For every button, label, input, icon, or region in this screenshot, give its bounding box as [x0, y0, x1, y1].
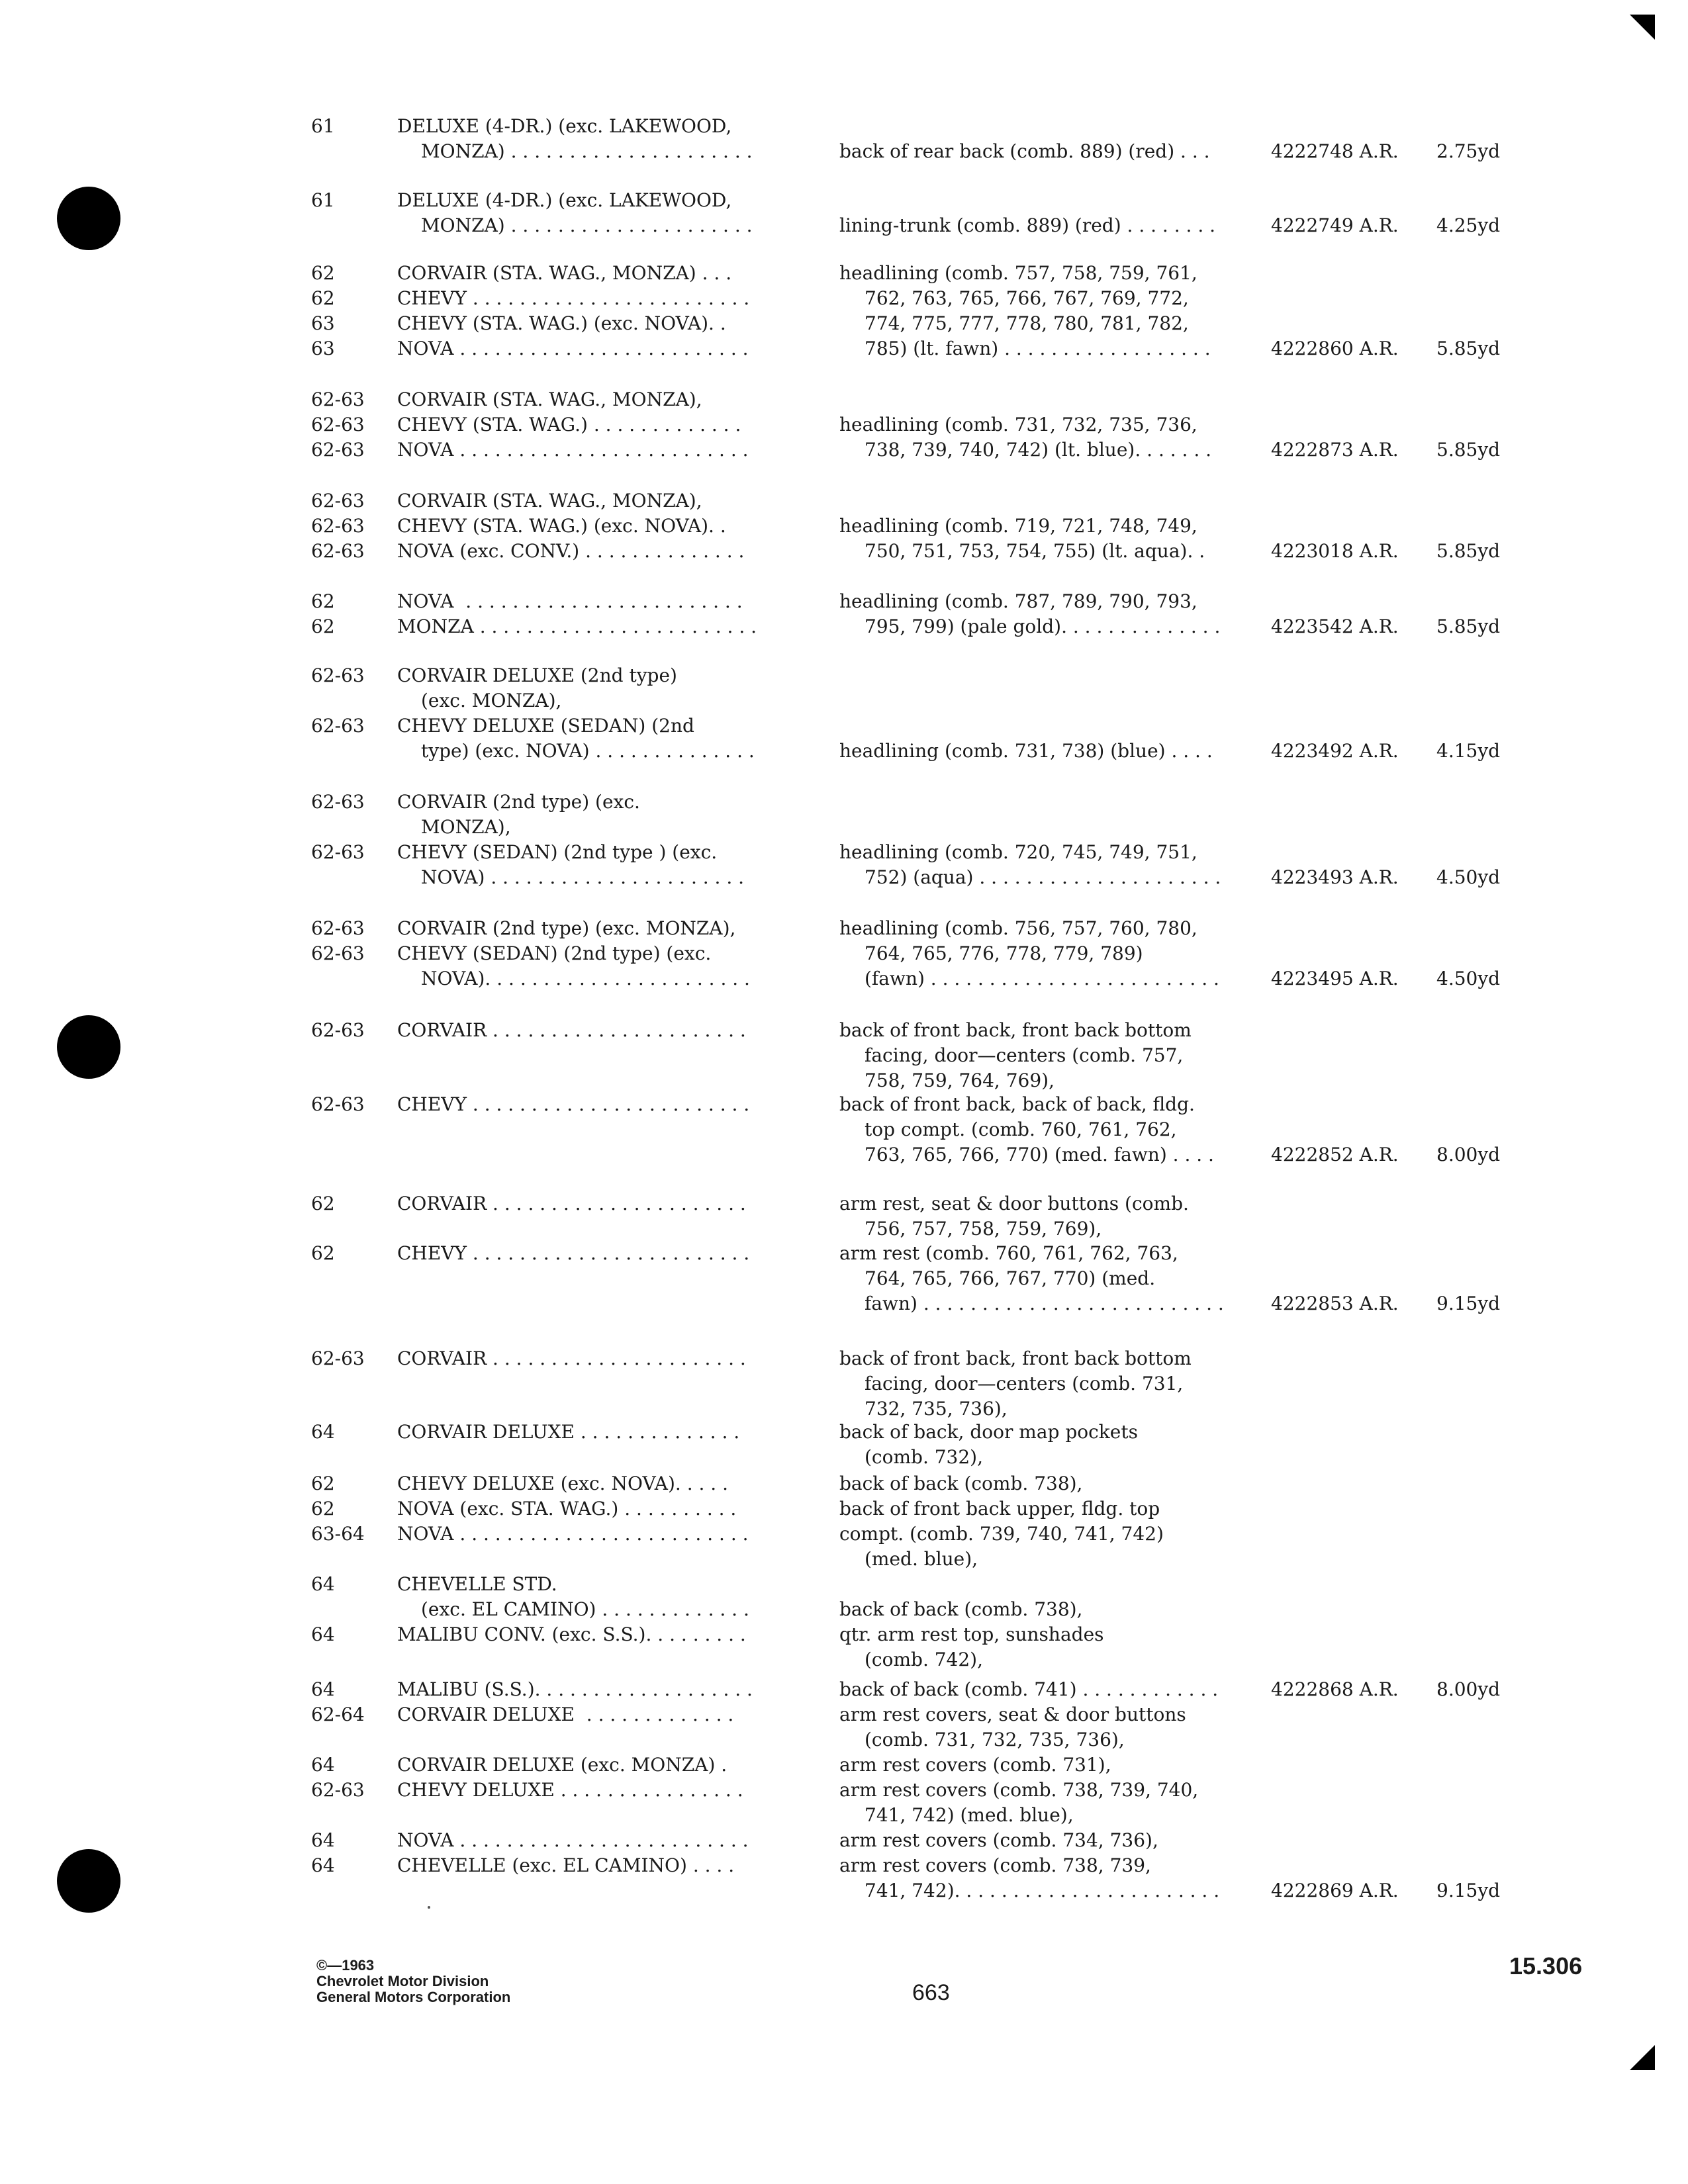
part-description: back of front back, front back bottom: [839, 1347, 1192, 1369]
model-year: 64: [311, 1678, 335, 1700]
entry-line: [0, 1445, 1688, 1470]
part-description: arm rest covers, seat & door buttons: [839, 1704, 1186, 1725]
part-number: 4223542 A.R.: [1271, 615, 1399, 637]
part-description: qtr. arm rest top, sunshades: [839, 1623, 1104, 1645]
model-name: DELUXE (4-DR.) (exc. LAKEWOOD,: [397, 115, 732, 137]
model-name: CHEVY DELUXE . . . . . . . . . . . . . . . .: [397, 1779, 743, 1801]
part-description: headlining (comb. 719, 721, 748, 749,: [839, 515, 1197, 537]
model-year: 62-63: [311, 841, 365, 863]
model-name: MONZA) . . . . . . . . . . . . . . . . . . . . .: [421, 140, 753, 162]
model-year: 62-63: [311, 490, 365, 512]
part-description: 795, 799) (pale gold). . . . . . . . . . . . . .: [865, 615, 1221, 637]
part-description: arm rest covers (comb. 738, 739, 740,: [839, 1779, 1199, 1801]
corner-mark-top: [1630, 15, 1655, 40]
quantity: 5.85yd: [1436, 338, 1501, 359]
model-name: CHEVY DELUXE (SEDAN) (2nd: [397, 715, 694, 737]
entry-line: [0, 139, 1688, 164]
model-name: CHEVY (SEDAN) (2nd type) (exc.: [397, 942, 712, 964]
part-description: (fawn) . . . . . . . . . . . . . . . . . . . . . . . . .: [865, 968, 1219, 989]
quantity: 5.85yd: [1436, 615, 1501, 637]
part-description: arm rest (comb. 760, 761, 762, 763,: [839, 1242, 1178, 1264]
model-name: CHEVY (STA. WAG.) . . . . . . . . . . . . .: [397, 414, 741, 435]
part-description: (med. blue),: [865, 1548, 978, 1570]
model-name: NOVA (exc. CONV.) . . . . . . . . . . . . . .: [397, 540, 745, 562]
model-year: 63: [311, 312, 335, 334]
entry-line: [0, 840, 1688, 865]
part-number: 4222873 A.R.: [1271, 439, 1399, 461]
part-description: 764, 765, 766, 767, 770) (med.: [865, 1267, 1156, 1289]
scan-speck: [428, 1906, 430, 1909]
model-year: 61: [311, 115, 335, 137]
part-description: (comb. 732),: [865, 1446, 984, 1468]
entry-line: [0, 1622, 1688, 1647]
part-number: 4222868 A.R.: [1271, 1678, 1399, 1700]
entry-line: [0, 1727, 1688, 1752]
model-year: 62: [311, 1473, 335, 1494]
model-name: CHEVY DELUXE (exc. NOVA). . . . .: [397, 1473, 729, 1494]
part-description: back of back (comb. 741) . . . . . . . . . . . .: [839, 1678, 1219, 1700]
model-name: CORVAIR (STA. WAG., MONZA) . . .: [397, 262, 732, 284]
model-name: CHEVY (STA. WAG.) (exc. NOVA). .: [397, 515, 726, 537]
entry-line: [0, 1346, 1688, 1371]
part-description: top compt. (comb. 760, 761, 762,: [865, 1118, 1177, 1140]
entry-line: [0, 539, 1688, 564]
entry-line: [0, 286, 1688, 311]
entry-line: [0, 1371, 1688, 1396]
quantity: 2.75yd: [1436, 140, 1501, 162]
entry-line: [0, 1522, 1688, 1547]
entry-line: [0, 311, 1688, 336]
model-name: MONZA),: [421, 816, 511, 838]
part-description: 774, 775, 777, 778, 780, 781, 782,: [865, 312, 1189, 334]
entry-line: [0, 1778, 1688, 1803]
model-year: 62: [311, 262, 335, 284]
copyright-line: General Motors Corporation: [316, 1989, 511, 2005]
model-year: 62-63: [311, 942, 365, 964]
entry-line: [0, 412, 1688, 437]
entry-line: [0, 1597, 1688, 1622]
entry-line: [0, 336, 1688, 361]
part-description: lining-trunk (comb. 889) (red) . . . . . . . .: [839, 214, 1216, 236]
model-year: 64: [311, 1421, 335, 1443]
model-name: CORVAIR DELUXE . . . . . . . . . . . . .: [397, 1704, 734, 1725]
part-description: 764, 765, 776, 778, 779, 789): [865, 942, 1143, 964]
part-description: headlining (comb. 756, 757, 760, 780,: [839, 917, 1197, 939]
model-year: 63: [311, 338, 335, 359]
model-name: CHEVY . . . . . . . . . . . . . . . . . . . . . . . .: [397, 287, 750, 309]
entry-line: [0, 713, 1688, 739]
entry-line: [0, 514, 1688, 539]
model-year: 64: [311, 1573, 335, 1595]
entry-line: [0, 815, 1688, 840]
quantity: 9.15yd: [1436, 1880, 1501, 1901]
entry-line: [0, 1647, 1688, 1672]
entry-line: [0, 1496, 1688, 1522]
part-description: back of front back, front back bottom: [839, 1019, 1192, 1041]
model-name: CHEVY (STA. WAG.) (exc. NOVA). .: [397, 312, 726, 334]
model-name: NOVA (exc. STA. WAG.) . . . . . . . . . .: [397, 1498, 737, 1520]
part-description: 750, 751, 753, 754, 755) (lt. aqua). .: [865, 540, 1205, 562]
model-year: 62-63: [311, 917, 365, 939]
part-description: back of rear back (comb. 889) (red) . . .: [839, 140, 1210, 162]
model-year: 64: [311, 1623, 335, 1645]
model-name: MONZA) . . . . . . . . . . . . . . . . . . . . .: [421, 214, 753, 236]
entry-line: [0, 966, 1688, 991]
part-description: 785) (lt. fawn) . . . . . . . . . . . . . . . . . .: [865, 338, 1211, 359]
entry-line: [0, 1216, 1688, 1242]
model-year: 62-63: [311, 515, 365, 537]
part-description: 756, 757, 758, 759, 769),: [865, 1218, 1102, 1240]
entry-line: [0, 589, 1688, 614]
part-description: arm rest covers (comb. 734, 736),: [839, 1829, 1158, 1851]
model-year: 62-63: [311, 1019, 365, 1041]
entry-line: [0, 1547, 1688, 1572]
entry-line: [0, 1092, 1688, 1117]
entry-line: [0, 916, 1688, 941]
part-number: 4223495 A.R.: [1271, 968, 1399, 989]
model-year: 62-63: [311, 1347, 365, 1369]
corner-mark-bottom: [1630, 2045, 1655, 2070]
model-name: CORVAIR (STA. WAG., MONZA),: [397, 388, 702, 410]
quantity: 9.15yd: [1436, 1293, 1501, 1314]
model-name: NOVA . . . . . . . . . . . . . . . . . . . . . . . . .: [397, 1523, 749, 1545]
entry-line: [0, 1068, 1688, 1093]
entry-line: [0, 488, 1688, 514]
part-number: 4223492 A.R.: [1271, 740, 1399, 762]
part-description: 741, 742). . . . . . . . . . . . . . . . . . . . . . .: [865, 1880, 1220, 1901]
part-number: 4222853 A.R.: [1271, 1293, 1399, 1314]
entry-line: [0, 1241, 1688, 1266]
part-description: 738, 739, 740, 742) (lt. blue). . . . . . .: [865, 439, 1212, 461]
model-name: type) (exc. NOVA) . . . . . . . . . . . . . .: [421, 740, 755, 762]
model-year: 62-64: [311, 1704, 365, 1725]
part-number: 4222869 A.R.: [1271, 1880, 1399, 1901]
entry-line: [0, 1266, 1688, 1291]
model-name: NOVA) . . . . . . . . . . . . . . . . . . . . . .: [421, 866, 745, 888]
entry-line: [0, 1117, 1688, 1142]
part-description: back of back, door map pockets: [839, 1421, 1138, 1443]
model-name: CHEVY . . . . . . . . . . . . . . . . . . . . . . . .: [397, 1093, 750, 1115]
part-description: arm rest covers (comb. 731),: [839, 1754, 1111, 1776]
part-description: (comb. 731, 732, 735, 736),: [865, 1729, 1125, 1751]
entry-line: [0, 1702, 1688, 1727]
part-number: 4222748 A.R.: [1271, 140, 1399, 162]
model-year: 62-63: [311, 791, 365, 813]
entry-line: [0, 1752, 1688, 1778]
model-name: MONZA . . . . . . . . . . . . . . . . . . . . . . . .: [397, 615, 757, 637]
model-name: CORVAIR . . . . . . . . . . . . . . . . . . . . . .: [397, 1347, 746, 1369]
entry-line: [0, 1396, 1688, 1422]
model-name: CORVAIR (2nd type) (exc. MONZA),: [397, 917, 736, 939]
model-name: CORVAIR DELUXE . . . . . . . . . . . . . .: [397, 1421, 740, 1443]
model-year: 62: [311, 1193, 335, 1214]
model-year: 62-63: [311, 664, 365, 686]
part-number: 4222860 A.R.: [1271, 338, 1399, 359]
part-description: arm rest covers (comb. 738, 739,: [839, 1854, 1151, 1876]
entry-line: [0, 1471, 1688, 1496]
model-name: CORVAIR (2nd type) (exc.: [397, 791, 640, 813]
model-year: 62-63: [311, 439, 365, 461]
model-name: CHEVY . . . . . . . . . . . . . . . . . . . . . . . .: [397, 1242, 750, 1264]
part-description: headlining (comb. 757, 758, 759, 761,: [839, 262, 1197, 284]
model-name: NOVA . . . . . . . . . . . . . . . . . . . . . . . . .: [397, 439, 749, 461]
entry-line: [0, 1420, 1688, 1445]
part-description: 762, 763, 765, 766, 767, 769, 772,: [865, 287, 1189, 309]
model-name: (exc. EL CAMINO) . . . . . . . . . . . . .: [421, 1598, 749, 1620]
part-description: 732, 735, 736),: [865, 1398, 1008, 1420]
part-description: (comb. 742),: [865, 1649, 984, 1670]
model-year: 62-63: [311, 540, 365, 562]
quantity: 4.50yd: [1436, 968, 1501, 989]
entry-line: [0, 1803, 1688, 1828]
model-name: CORVAIR . . . . . . . . . . . . . . . . . . . . . .: [397, 1019, 746, 1041]
copyright-line: Chevrolet Motor Division: [316, 1973, 489, 1989]
part-description: facing, door—centers (comb. 731,: [865, 1373, 1184, 1394]
part-description: back of back (comb. 738),: [839, 1473, 1083, 1494]
model-year: 62-63: [311, 1093, 365, 1115]
model-year: 62: [311, 287, 335, 309]
model-year: 62: [311, 1498, 335, 1520]
model-year: 62: [311, 590, 335, 612]
model-name: CORVAIR DELUXE (exc. MONZA) .: [397, 1754, 727, 1776]
copyright-line: ©—1963: [316, 1957, 375, 1974]
part-description: headlining (comb. 787, 789, 790, 793,: [839, 590, 1197, 612]
entry-line: [0, 114, 1688, 139]
quantity: 4.25yd: [1436, 214, 1501, 236]
entry-line: [0, 614, 1688, 639]
entry-line: [0, 213, 1688, 238]
entry-line: [0, 1853, 1688, 1878]
model-name: MALIBU (S.S.). . . . . . . . . . . . . . . . . . .: [397, 1678, 753, 1700]
model-year: 64: [311, 1754, 335, 1776]
entry-line: [0, 790, 1688, 815]
part-description: arm rest, seat & door buttons (comb.: [839, 1193, 1189, 1214]
part-description: headlining (comb. 720, 745, 749, 751,: [839, 841, 1197, 863]
part-description: 741, 742) (med. blue),: [865, 1804, 1074, 1826]
part-description: back of front back, back of back, fldg.: [839, 1093, 1195, 1115]
model-year: 62: [311, 615, 335, 637]
entry-line: [0, 1043, 1688, 1068]
model-name: MALIBU CONV. (exc. S.S.). . . . . . . . .: [397, 1623, 746, 1645]
entry-line: [0, 261, 1688, 286]
model-name: CHEVELLE (exc. EL CAMINO) . . . .: [397, 1854, 735, 1876]
model-name: NOVA . . . . . . . . . . . . . . . . . . . . . . . . .: [397, 338, 749, 359]
model-year: 62-63: [311, 388, 365, 410]
quantity: 8.00yd: [1436, 1678, 1501, 1700]
entry-line: [0, 1828, 1688, 1853]
model-name: DELUXE (4-DR.) (exc. LAKEWOOD,: [397, 189, 732, 211]
model-year: 62-63: [311, 414, 365, 435]
quantity: 5.85yd: [1436, 540, 1501, 562]
entry-line: [0, 941, 1688, 966]
page-number: 663: [912, 1980, 950, 2005]
model-year: 62-63: [311, 715, 365, 737]
entry-line: [0, 865, 1688, 890]
part-description: 752) (aqua) . . . . . . . . . . . . . . . . . . . . .: [865, 866, 1221, 888]
model-name: CORVAIR . . . . . . . . . . . . . . . . . . . . . .: [397, 1193, 746, 1214]
model-year: 64: [311, 1854, 335, 1876]
quantity: 4.50yd: [1436, 866, 1501, 888]
quantity: 8.00yd: [1436, 1144, 1501, 1165]
entry-line: [0, 1142, 1688, 1167]
model-name: CHEVELLE STD.: [397, 1573, 557, 1595]
model-name: (exc. MONZA),: [421, 690, 562, 711]
model-name: NOVA . . . . . . . . . . . . . . . . . . . . . . . . .: [397, 1829, 749, 1851]
part-description: facing, door—centers (comb. 757,: [865, 1044, 1184, 1066]
model-name: CORVAIR (STA. WAG., MONZA),: [397, 490, 702, 512]
entry-line: [0, 1018, 1688, 1043]
part-number: 4223018 A.R.: [1271, 540, 1399, 562]
model-year: 61: [311, 189, 335, 211]
part-description: back of back (comb. 738),: [839, 1598, 1083, 1620]
part-description: headlining (comb. 731, 738) (blue) . . . .: [839, 740, 1213, 762]
entry-line: [0, 1191, 1688, 1216]
part-description: 763, 765, 766, 770) (med. fawn) . . . .: [865, 1144, 1214, 1165]
model-name: NOVA). . . . . . . . . . . . . . . . . . . . . . .: [421, 968, 750, 989]
entry-line: [0, 1677, 1688, 1702]
model-year: 64: [311, 1829, 335, 1851]
part-description: compt. (comb. 739, 740, 741, 742): [839, 1523, 1164, 1545]
part-description: headlining (comb. 731, 732, 735, 736,: [839, 414, 1197, 435]
entry-line: [0, 188, 1688, 213]
model-year: 62: [311, 1242, 335, 1264]
part-description: 758, 759, 764, 769),: [865, 1069, 1055, 1091]
quantity: 5.85yd: [1436, 439, 1501, 461]
entry-line: [0, 663, 1688, 688]
entry-line: [0, 688, 1688, 713]
entry-line: [0, 1291, 1688, 1316]
entry-line: [0, 387, 1688, 412]
part-number: 4223493 A.R.: [1271, 866, 1399, 888]
part-number: 4222852 A.R.: [1271, 1144, 1399, 1165]
model-year: 62-63: [311, 1779, 365, 1801]
entry-line: [0, 1572, 1688, 1597]
part-description: fawn) . . . . . . . . . . . . . . . . . . . . . . . . . .: [865, 1293, 1224, 1314]
model-name: NOVA . . . . . . . . . . . . . . . . . . . . . . . .: [397, 590, 743, 612]
entry-line: [0, 1878, 1688, 1903]
part-number: 4222749 A.R.: [1271, 214, 1399, 236]
part-description: back of front back upper, fldg. top: [839, 1498, 1160, 1520]
copyright-notice: [316, 1958, 510, 2005]
model-name: CORVAIR DELUXE (2nd type): [397, 664, 677, 686]
section-number: 15.306: [1509, 1952, 1583, 1979]
quantity: 4.15yd: [1436, 740, 1501, 762]
model-name: CHEVY (SEDAN) (2nd type ) (exc.: [397, 841, 718, 863]
model-year: 63-64: [311, 1523, 365, 1545]
entry-line: [0, 739, 1688, 764]
entry-line: [0, 437, 1688, 463]
